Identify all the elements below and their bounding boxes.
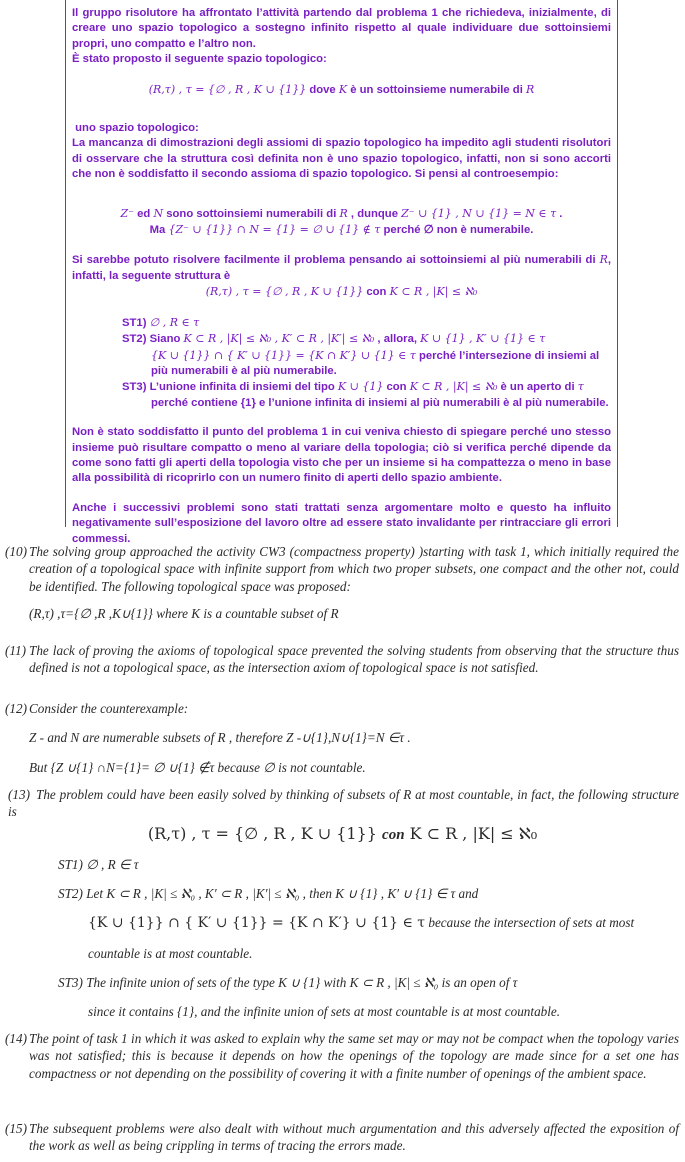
- counterexample-line-1: Z - and N are numerable subsets of R , therefore Z -∪{1},N∪{1}=N ∈τ .: [29, 730, 411, 746]
- st3-item: ST3) The infinite union of sets of the type K ∪ {1} with K ⊂ R , |K| ≤ ℵ₀ is an open of τ: [58, 975, 518, 991]
- italian-st-list: [72, 315, 611, 411]
- paragraph-12: (12) Consider the counterexample: Z - and N are numerable subsets of R , therefore Z -∪{1},N∪{1}=N ∈τ . But {Z ∪{1} ∩N={1}= ∅ ∪{1} ∉τ because ∅ is not countable.: [0, 700, 685, 776]
- paragraph-number: (15): [5, 1121, 27, 1136]
- st3-item: ST3) L’unione infinita di insiemi del tipo K ∪ {1} con K ⊂ R , |K| ≤ ℵ₀ è un aperto di τ perché contiene {1} e l’unione infinita di insiemi al più numerabili è al più numerabile.: [122, 380, 609, 409]
- italian-formula-2: (R,τ) , τ = {∅ , R , K ∪ {1}} con K ⊂ R , |K| ≤ ℵ₀: [205, 285, 478, 299]
- st1-item: ST1) ∅ , R ∈ τ: [58, 856, 139, 872]
- paragraph-number: (10): [5, 544, 27, 559]
- italian-excerpt-box: [65, 0, 618, 545]
- italian-para-1b: È stato proposto il seguente spazio topologico:: [72, 53, 327, 66]
- paragraph-14: (14) The point of task 1 in which it was asked to explain why the same set may or may not be compact when the topology varies was not satisfied; this is because it depends on how the openings of the topology are made since for a set one has compactness or not depending on the possibility of covering it with a finite number of openings of the ambient space.: [5, 1031, 679, 1081]
- italian-para-2a: uno spazio topologico:: [72, 122, 199, 135]
- paragraph-number: (12): [5, 701, 27, 716]
- st1-item: ST1) ∅ , R ∈ τ: [122, 315, 200, 329]
- st3-continuation: since it contains {1}, and the infinite union of sets at most countable is at most countable.: [88, 1004, 561, 1020]
- st2-continuation-2: countable is at most countable.: [88, 945, 253, 961]
- paragraph-number: (13): [8, 787, 30, 802]
- italian-para-3: Si sarebbe potuto risolvere facilmente il problema pensando ai sottoinsiemi al più numerabili di R, infatti, la seguente struttura è: [72, 253, 611, 282]
- counterexample-line-1: Z⁻ ed N sono sottoinsiemi numerabili di R , dunque Z⁻ ∪ {1} , N ∪ {1} = N ∈ τ .: [120, 206, 563, 220]
- paragraph-15: (15) The subsequent problems were also dealt with without much argumentation and this adversely affected the exposition of the work as well as being crippling in terms of tracing the errors made.: [5, 1121, 679, 1154]
- paragraph-13-formula: (R,τ) , τ = {∅ , R , K ∪ {1}} con K ⊂ R , |K| ≤ ℵ₀: [147, 823, 538, 843]
- paragraph-number: (11): [5, 643, 26, 658]
- paragraph-number: (14): [5, 1031, 27, 1046]
- italian-formula-1: (R,τ) , τ = {∅ , R , K ∪ {1}} dove K è un sottoinsieme numerabile di R: [148, 82, 535, 96]
- paragraph-13: (13) The problem could have been easily solved by thinking of subsets of R at most countable, in fact, the following structure is (R,τ) , τ = {∅ , R , K ∪ {1}} con K ⊂ R , |K| ≤ ℵ₀ ST1) ∅ , R ∈ τ ST2) Let K ⊂ R , |K| ≤ ℵ₀ , K′ ⊂ R , |K′| ≤ ℵ₀ , then K ∪ {1} , K′ ∪ {1} ∈ τ and {K ∪ {1}} ∩ { K′ ∪ {1}} = {K ∩ K′} ∪ {1} ∈ τ because the intersection of sets at most countable is at most countable. ST3) The infinite union of sets of the type K ∪ {1} with K ⊂ R , |K| ≤ ℵ₀ is an open of τ since it contains {1}, and the infinite union of sets at most countable is at most countable.: [0, 786, 685, 1021]
- paragraph-10-formula: (R,τ) ,τ={∅ ,R ,K∪{1}} where K is a countable subset of R: [29, 605, 339, 621]
- italian-para-4: Non è stato soddisfatto il punto del problema 1 in cui veniva chiesto di spiegare perché uno stesso insieme può risultare compatto o meno al variare della topologia; ciò si verifica perché dipende da come sono fatti gli aperti della topologia visto che per un insieme si ha compattezza o meno in base alla possibilità di ricoprirlo con un numero finito di aperti dello spazio ambiente.: [72, 426, 611, 485]
- formula-math: (R,τ) , τ = {∅ , R , K ∪ {1}}: [148, 82, 307, 96]
- paragraph-10: (10) The solving group approached the activity CW3 (compactness property) )starting with task 1, which initially required the creation of a topological space with infinite support from which two proper subsets, one compact and the other not, could be identified. The following topological space was proposed: (R,τ) ,τ={∅ ,R ,K∪{1}} where K is a countable subset of R: [0, 543, 685, 622]
- paragraph-11: (11) The lack of proving the axioms of topological space prevented the solving students from observing that the structure thus defined is not a topological space, as the intersection axiom of topological space is not satisfied.: [5, 643, 679, 676]
- st2-item: ST2) Let K ⊂ R , |K| ≤ ℵ₀ , K′ ⊂ R , |K′| ≤ ℵ₀ , then K ∪ {1} , K′ ∪ {1} ∈ τ and: [58, 886, 479, 902]
- counterexample-line-2: But {Z ∪{1} ∩N={1}= ∅ ∪{1} ∉τ because ∅ is not countable.: [29, 759, 366, 775]
- italian-para-5: Anche i successivi problemi sono stati trattati senza argomentare molto e questo ha influito negativamente sull’esposizione del lavoro oltre ad essere stato invalidante per rintracciare gli errori commessi.: [72, 501, 611, 545]
- st2-item: ST2) Siano K ⊂ R , |K| ≤ ℵ₀ , K′ ⊂ R , |K′| ≤ ℵ₀ , allora, K ∪ {1} , K′ ∪ {1} ∈ τ {K ∪ {1}} ∩ { K′ ∪ {1}} = {K ∩ K′} ∪ {1} ∈ τ perché l’intersezione di insiemi al più numerabili è al più numerabile.: [122, 332, 600, 377]
- italian-para-1: Il gruppo risolutore ha affrontato l’attività partendo dal problema 1 che richiedeva, inizialmente, di creare uno spazio topologico a sostegno infinito rispetto al quale individuare due sottoinsiemi propri, uno compatto e l’altro non.: [72, 7, 611, 50]
- counterexample-line-2: Ma {Z⁻ ∪ {1}} ∩ N = {1} = ∅ ∪ {1} ∉ τ perché ∅ non è numerabile.: [149, 223, 534, 237]
- italian-para-2: La mancanza di dimostrazioni degli assiomi di spazio topologico ha impedito agli studenti risolutori di osservare che la struttura così definita non è uno spazio topologico, infatti, non si sono accorti che non è soddisfatto il secondo assioma di spazio topologico. Si pensi al controesempio:: [72, 137, 611, 181]
- st2-continuation: {K ∪ {1}} ∩ { K′ ∪ {1}} = {K ∩ K′} ∪ {1} ∈ τ because the intersection of sets at most: [88, 915, 635, 932]
